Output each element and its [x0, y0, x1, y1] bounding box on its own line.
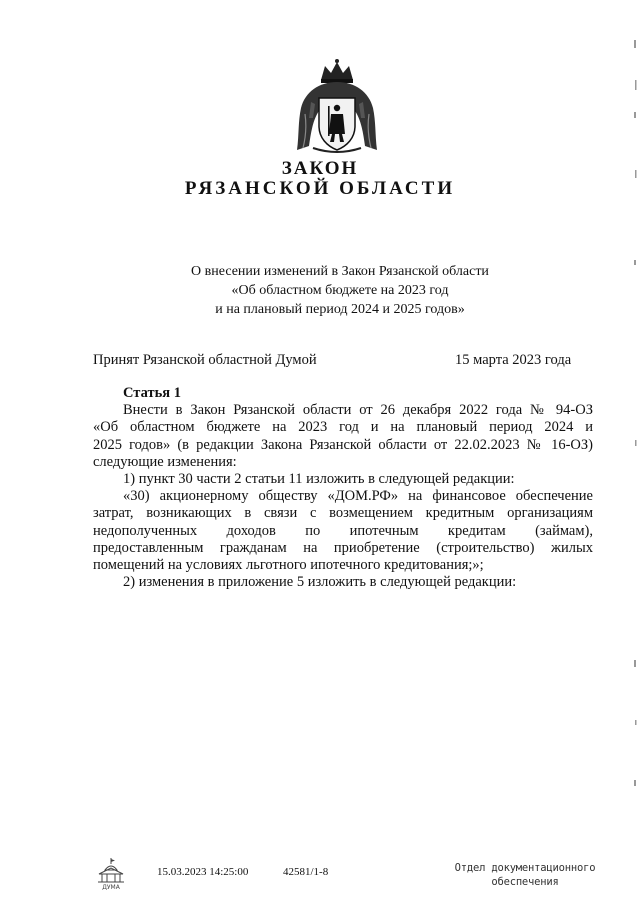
footer-timestamp: 15.03.2023 14:25:00 [157, 866, 249, 878]
duma-building-icon [96, 857, 126, 891]
subject-line: и на плановый период 2024 и 2025 годов» [215, 302, 465, 317]
paragraph-line: 2025 годов» (в редакции Закона Рязанской области от 22.02.2023 № 16-ОЗ) [93, 436, 593, 453]
paragraph-line: Внести в Закон Рязанской области от 26 декабря 2022 года № 94-ОЗ [123, 402, 593, 419]
article-heading: Статья 1 [123, 385, 181, 401]
footer-dept-line: Отдел документационного [454, 862, 596, 874]
coat-of-arms-icon [291, 58, 383, 156]
adopted-by: Принят Рязанской областной Думой [93, 352, 317, 368]
amendment-item-2: 2) изменения в приложение 5 изложить в следующей редакции: [123, 574, 517, 591]
footer-department [430, 861, 620, 889]
duma-logo-text: ДУМА [102, 884, 120, 891]
paragraph-line: следующие изменения: [93, 453, 237, 470]
amendment-item-1: 1) пункт 30 части 2 статьи 11 изложить в следующей редакции: [123, 471, 515, 488]
quote-line: «30) акционерному обществу «ДОМ.РФ» на финансовое обеспечение [123, 488, 593, 505]
paragraph-line: «Об областном бюджете на 2023 год и на плановый период 2024 и [93, 419, 593, 436]
footer-doc-code: 42581/1-8 [283, 866, 329, 878]
footer-dept-line: обеспечения [491, 876, 559, 888]
quote-line: затрат, возникающих в связи с возмещением кредитным организациям [93, 505, 593, 522]
law-title: ЗАКОН [281, 158, 359, 179]
quote-line: помещений на условиях льготного ипотечного кредитования;»; [93, 557, 484, 574]
quote-line: недополученных доходов по ипотечным кредитам (займам), [93, 522, 593, 539]
article-body [93, 385, 593, 591]
adopted-date: 15 марта 2023 года [455, 352, 572, 368]
subject-line: О внесении изменений в Закон Рязанской области [191, 264, 489, 279]
law-region-title: РЯЗАНСКОЙ ОБЛАСТИ [184, 178, 456, 199]
scan-margin-marks [624, 20, 640, 880]
subject-line: «Об областном бюджете на 2023 год [231, 283, 449, 298]
law-subject [120, 262, 560, 319]
quote-line: предоставленным гражданам на приобретение (строительство) жилых [93, 539, 593, 556]
